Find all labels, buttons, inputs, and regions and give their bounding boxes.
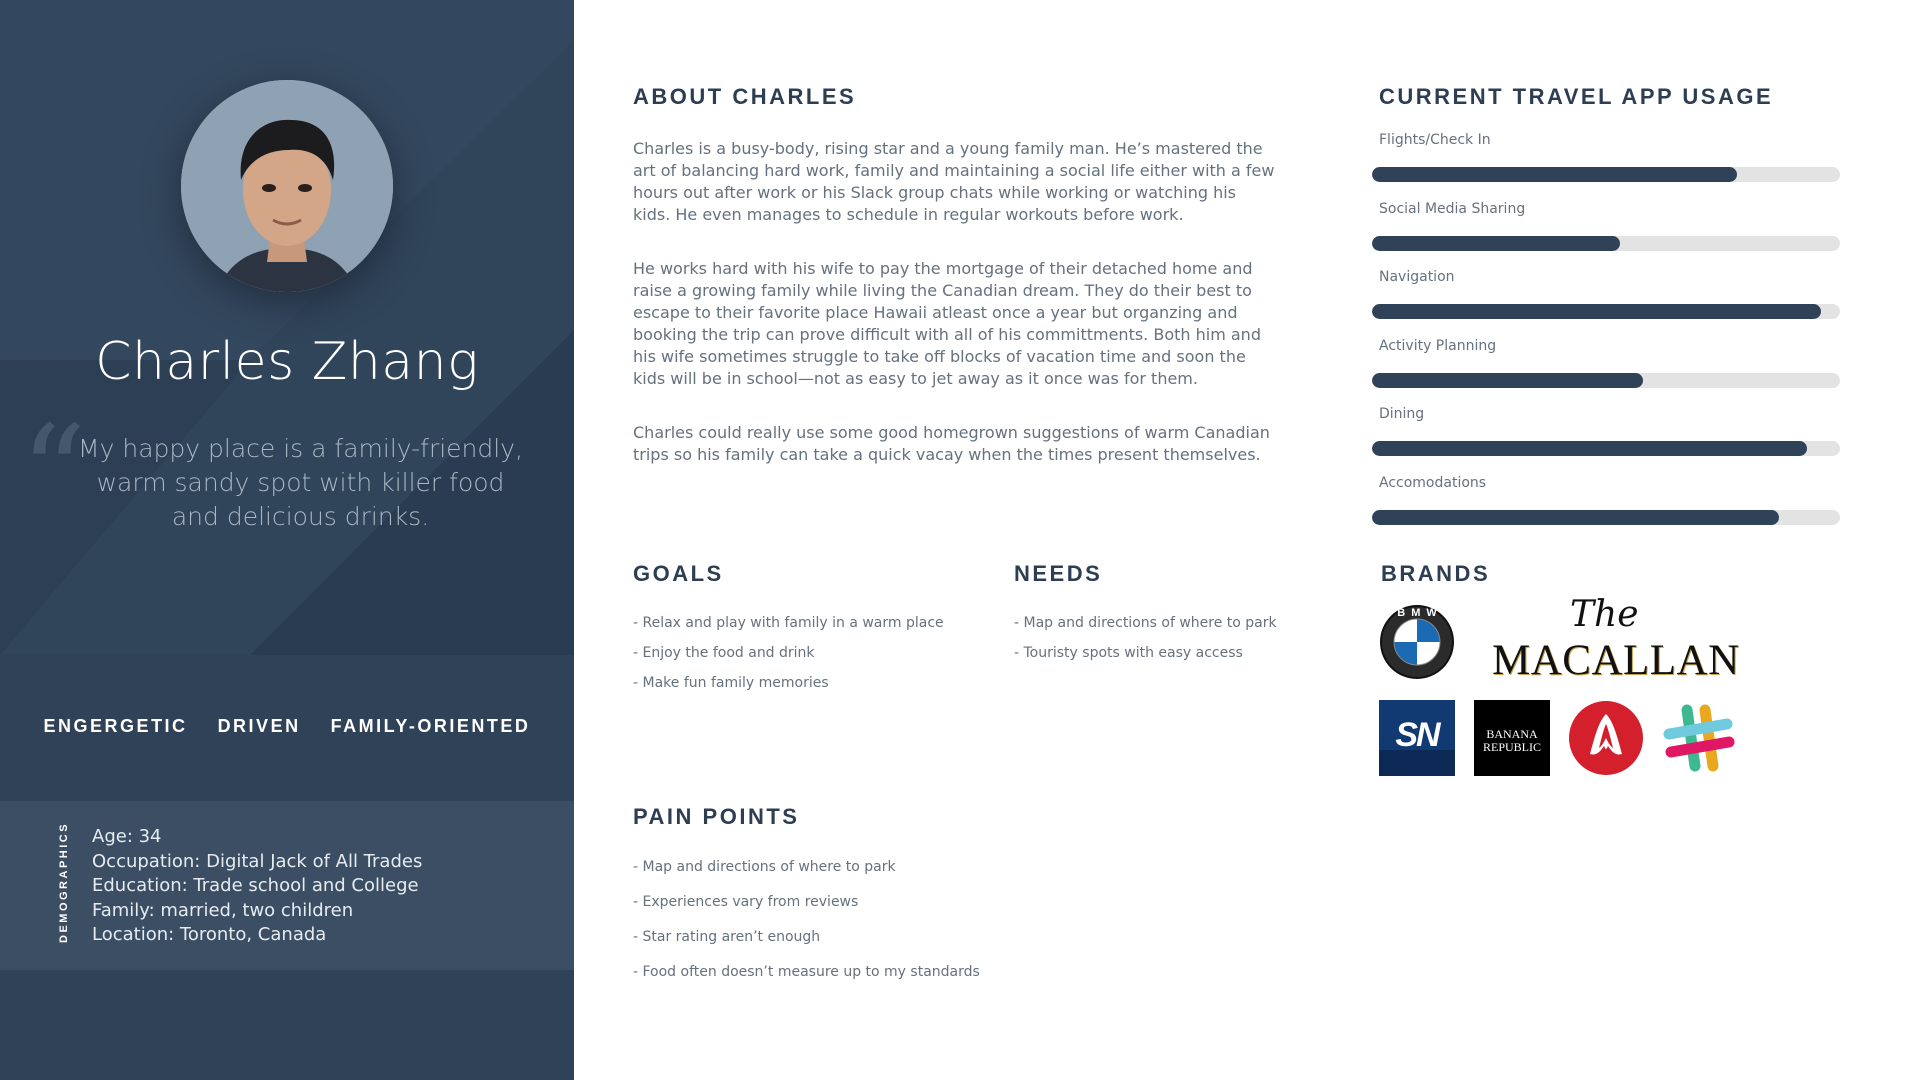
usage-bar-label: Flights/Check In <box>1379 132 1491 148</box>
usage-bar-fill <box>1372 236 1620 251</box>
slack-logo <box>1661 700 1737 781</box>
demographic-item: Occupation: Digital Jack of All Trades <box>92 850 423 872</box>
pain-points-list <box>633 850 980 990</box>
usage-bar-label: Navigation <box>1379 269 1455 285</box>
sportsnet-text: SN <box>1395 716 1439 754</box>
usage-bar-fill <box>1372 167 1737 182</box>
usage-bar-label: Accomodations <box>1379 474 1487 491</box>
usage-bar-label: Activity Planning <box>1379 337 1497 354</box>
usage-bar-track <box>1372 441 1840 456</box>
need-item: - Map and directions of where to park <box>1014 615 1277 631</box>
about-paragraph: Charles is a busy-body, rising star and a young family man. He’s mastered the art of balancing hard work, family and maintaining a social life either with a few hours out after work or his Slack group chats while working or watching his kids. He even manages to schedule in regular workouts before work. <box>633 139 1275 224</box>
pain-point-item: - Star rating aren’t enough <box>633 929 821 945</box>
goals-list <box>633 608 944 698</box>
demographic-item: Location: Toronto, Canada <box>92 924 327 945</box>
trait: FAMILY-ORIENTED <box>330 716 531 736</box>
brands-title: BRANDS <box>1381 561 1491 586</box>
traits-list <box>0 716 574 737</box>
pain-points-title: PAIN POINTS <box>633 804 800 829</box>
about-paragraph: He works hard with his wife to pay the mortgage of their detached home and raise a growing family while living the Canadian dream. They do their best to escape to their favorite place Hawaii atleast once a year but organzing and booking the trip can prove difficult with all of his committments. Both him and his wife sometimes struggle to take off blocks of vacation time and soon the kids will be in school—not as easy to jet away as it once was for them. <box>633 259 1261 388</box>
needs-list <box>1014 608 1277 668</box>
persona-quote: My happy place is a family-friendly, warm sandy spot with killer food and delicious drinks. <box>78 434 523 531</box>
profile-panel <box>0 0 574 1080</box>
demographics-list <box>92 825 422 948</box>
goals-title: GOALS <box>633 561 724 586</box>
usage-bar-track <box>1372 510 1840 525</box>
lululemon-logo <box>1568 700 1644 781</box>
usage-bar-fill <box>1372 373 1643 388</box>
demographic-item: Education: Trade school and College <box>92 875 419 896</box>
bmw-logo <box>1379 604 1455 685</box>
goal-item: - Relax and play with family in a warm place <box>633 615 944 631</box>
trait: DRIVEN <box>217 716 301 736</box>
banana-republic-line: BANANA <box>1486 727 1538 741</box>
needs-title: NEEDS <box>1014 561 1103 586</box>
usage-bar-track <box>1372 304 1840 319</box>
avatar <box>181 80 393 292</box>
usage-title: CURRENT TRAVEL APP USAGE <box>1379 84 1774 109</box>
banana-republic-logo <box>1474 700 1550 776</box>
about-paragraph: Charles could really use some good homegrown suggestions of warm Canadian trips so his family can take a quick vacay when the times present themselves. <box>633 423 1270 464</box>
about-title: ABOUT CHARLES <box>633 84 857 109</box>
usage-bar-fill <box>1372 304 1821 319</box>
bmw-text: BMW <box>1397 607 1443 619</box>
pain-point-item: - Food often doesn’t measure up to my standards <box>633 964 980 980</box>
usage-bar-track <box>1372 236 1840 251</box>
demographic-item: Family: married, two children <box>92 899 354 921</box>
demographic-item: Age: 34 <box>92 826 162 847</box>
trait: ENGERGETIC <box>43 716 188 736</box>
usage-bar-label: Social Media Sharing <box>1379 200 1526 217</box>
usage-bar-fill <box>1372 441 1807 456</box>
goal-item: - Make fun family memories <box>633 675 829 691</box>
sportsnet-logo <box>1379 700 1455 776</box>
banana-republic-line: REPUBLIC <box>1482 740 1541 754</box>
goal-item: - Enjoy the food and drink <box>633 645 815 661</box>
usage-bar-track <box>1372 167 1840 182</box>
need-item: - Touristy spots with easy access <box>1014 645 1243 661</box>
pain-point-item: - Experiences vary from reviews <box>633 894 859 910</box>
macallan-logo <box>1490 594 1740 684</box>
demographics-label: DEMOGRAPHICS <box>58 821 70 943</box>
pain-point-item: - Map and directions of where to park <box>633 859 896 875</box>
quote-mark-icon: “ <box>20 397 87 549</box>
persona-name: Charles Zhang <box>95 332 479 392</box>
macallan-the: The <box>1570 594 1639 635</box>
usage-bar-label: Dining <box>1379 406 1425 422</box>
usage-bar-fill <box>1372 510 1779 525</box>
macallan-word: MACALLAN <box>1492 637 1740 684</box>
usage-bar-track <box>1372 373 1840 388</box>
